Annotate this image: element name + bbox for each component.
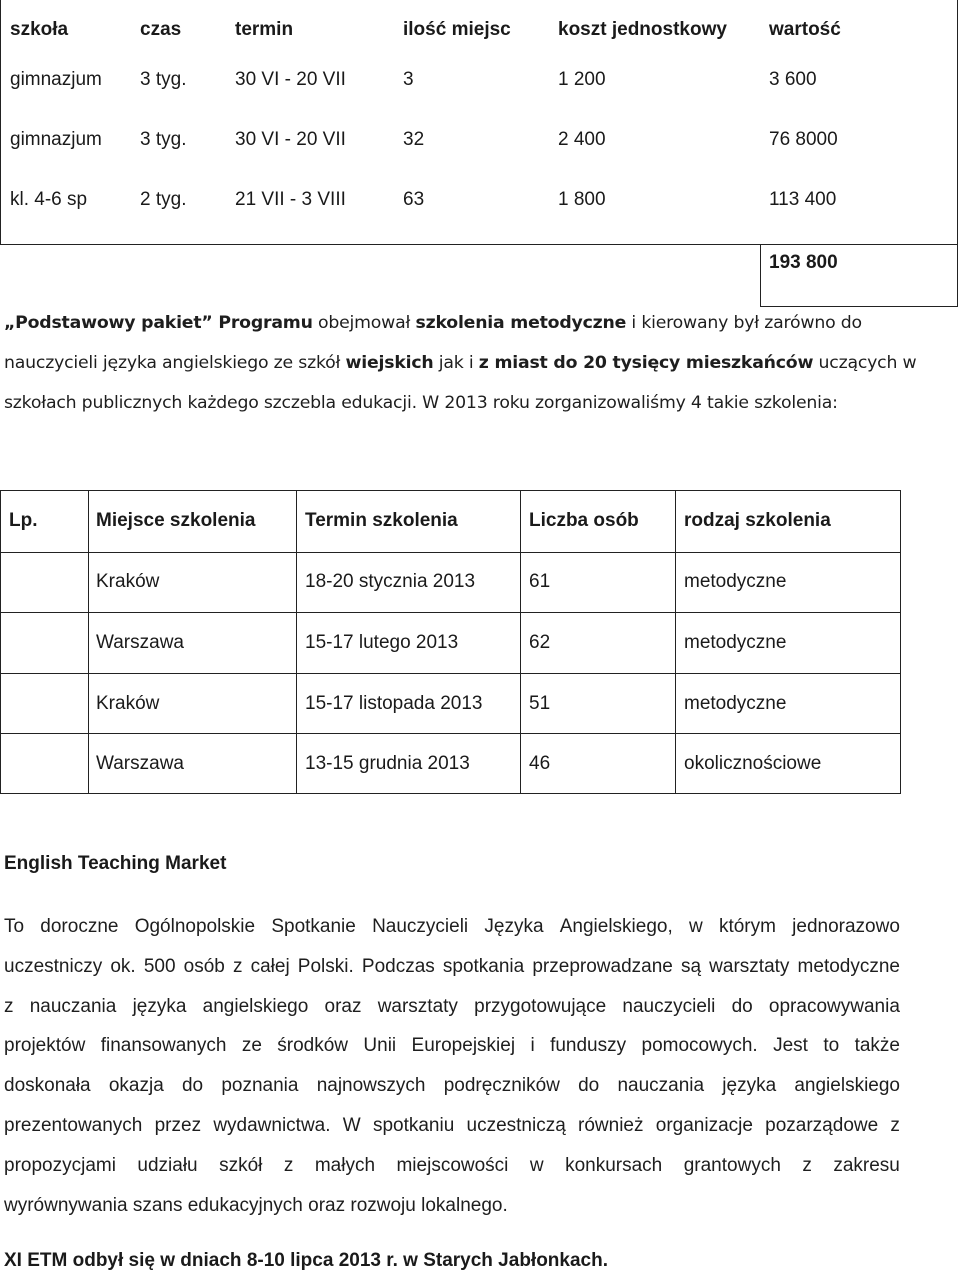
word: wydawnictwa. (213, 1114, 331, 1136)
word: Angielskiego, (559, 916, 673, 937)
etm-heading: English Teaching Market (4, 853, 227, 874)
cell-place: Kraków (96, 571, 160, 593)
cell-term: 30 VI - 20 VII (235, 69, 346, 90)
paragraph-line: wyrównywania szans edukacyjnych oraz rozwoju lokalnego. (4, 1194, 508, 1216)
header-lp: Lp. (9, 510, 38, 532)
word: Ogólnopolskie (134, 916, 256, 937)
paragraph-line (4, 1026, 900, 1066)
text-phrase: nauczycieli języka angielskiego ze szkół (4, 353, 346, 373)
table-row (1, 110, 957, 170)
word: z (890, 1114, 900, 1136)
word: konkursach (565, 1154, 663, 1176)
paragraph-line (4, 1146, 900, 1186)
table-row (1, 170, 957, 230)
word: języka (132, 995, 187, 1017)
cell-count: 51 (529, 692, 551, 714)
word: pozarządowe (765, 1114, 879, 1136)
bold-phrase: z miast do 20 tysięcy mieszkańców (478, 353, 814, 373)
cell-term: 30 VI - 20 VII (235, 129, 346, 150)
word: to (823, 1035, 840, 1057)
cell-date: 15-17 lutego 2013 (305, 631, 459, 653)
word: doroczne (40, 916, 119, 937)
header-duration: czas (140, 19, 182, 40)
paragraph-line (4, 1106, 900, 1146)
header-type: rodzaj szkolenia (684, 510, 831, 532)
table-row (1, 612, 900, 673)
cell-duration: 2 tyg. (140, 189, 187, 210)
word: grantowych (683, 1154, 781, 1176)
word: Unii (363, 1035, 397, 1057)
word: ok. (110, 955, 136, 977)
word: przez (154, 1114, 202, 1136)
word: którym (718, 916, 776, 937)
cell-date: 18-20 stycznia 2013 (305, 571, 476, 593)
table-row (1, 50, 957, 110)
cell-school: gimnazjum (10, 129, 102, 150)
word: w (688, 916, 703, 937)
word: małych (314, 1154, 376, 1176)
word: opracowywania (768, 995, 900, 1017)
paragraph-line (4, 987, 900, 1027)
bold-phrase: „Podstawowy pakiet” Programu (4, 313, 313, 333)
cell-place: Kraków (96, 692, 160, 714)
word: z (283, 1154, 294, 1176)
header-school: szkoła (10, 19, 69, 40)
cell-type: metodyczne (684, 571, 787, 593)
word: Europejskiej (411, 1035, 516, 1057)
paragraph-line: szkołach publicznych każdego szczebla edukacji. W 2013 roku zorganizowaliśmy 4 takie szkolenia: (4, 393, 838, 413)
total-value: 193 800 (769, 252, 838, 273)
word: uczestniczy (4, 955, 103, 977)
header-place: Miejsce szkolenia (96, 510, 256, 532)
word: Nauczycieli (372, 916, 469, 937)
cell-place: Warszawa (96, 631, 184, 653)
table-row (1, 673, 900, 734)
cell-places: 3 (403, 69, 414, 90)
word: nauczania (29, 995, 117, 1017)
text-phrase: i kierowany był zarówno do (626, 313, 862, 333)
word: projektów (4, 1035, 86, 1057)
paragraph-line (4, 1066, 900, 1106)
word: z (4, 995, 14, 1017)
word: przeprowadzane (532, 955, 673, 977)
word: spotkaniu (372, 1114, 455, 1136)
word: języka (722, 1075, 777, 1097)
cell-value: 3 600 (769, 69, 817, 90)
word: z (232, 955, 243, 977)
word: podręczników (443, 1075, 560, 1097)
word: całej (250, 955, 290, 977)
word: do (731, 995, 753, 1017)
word: nauczania (617, 1075, 705, 1097)
cell-duration: 3 tyg. (140, 69, 187, 90)
etm-description (4, 907, 900, 1225)
word: nauczycieli (622, 995, 716, 1017)
cell-count: 62 (529, 631, 551, 653)
word: miejscowości (396, 1154, 509, 1176)
paragraph-line (4, 343, 917, 383)
table-row (1, 552, 900, 613)
cell-value: 113 400 (769, 189, 837, 210)
etm-closing-note: XI ETM odbył się w dniach 8-10 lipca 2013 r. w Starych Jabłonkach. (4, 1250, 609, 1271)
word: prezentowanych (4, 1114, 143, 1136)
word: propozycjami (4, 1154, 116, 1176)
word: Polski. (297, 955, 354, 977)
word: udziału (137, 1154, 198, 1176)
cell-places: 32 (403, 129, 425, 150)
word: do (181, 1075, 204, 1097)
word: przygotowujące (474, 995, 607, 1017)
word: spotkania (442, 955, 525, 977)
cell-type: metodyczne (684, 692, 787, 714)
cell-date: 13-15 grudnia 2013 (305, 753, 470, 775)
word: doskonała (4, 1075, 91, 1097)
cell-term: 21 VII - 3 VIII (235, 189, 346, 210)
cell-school: kl. 4-6 sp (10, 189, 88, 210)
word: ze (241, 1035, 262, 1057)
word: są (680, 955, 702, 977)
text-phrase: jak i (433, 353, 479, 373)
cell-place: Warszawa (96, 753, 184, 775)
paragraph-line (4, 907, 900, 947)
paragraph-line (4, 947, 900, 987)
word: także (854, 1035, 900, 1057)
word: Spotkanie (271, 916, 356, 937)
cell-school: gimnazjum (10, 69, 102, 90)
word: również (578, 1114, 644, 1136)
word: środków (277, 1035, 349, 1057)
program-description (4, 303, 917, 423)
cell-unit-cost: 1 200 (558, 69, 606, 90)
cell-duration: 3 tyg. (140, 129, 187, 150)
word: organizacje (655, 1114, 753, 1136)
word: 500 (143, 955, 176, 977)
word: angielskiego (794, 1075, 900, 1097)
word: Podczas (361, 955, 435, 977)
word: Języka (484, 916, 544, 937)
bold-phrase: wiejskich (345, 353, 434, 373)
word: angielskiego (202, 995, 309, 1017)
cell-unit-cost: 1 800 (558, 189, 606, 210)
word: metodyczne (797, 955, 900, 977)
word: poznania (221, 1075, 299, 1097)
word: do (578, 1075, 600, 1097)
header-unit-cost: koszt jednostkowy (558, 19, 727, 40)
word: W (342, 1114, 361, 1136)
word: finansowanych (100, 1035, 227, 1057)
cell-type: metodyczne (684, 631, 787, 653)
word: szkół (219, 1154, 263, 1176)
word: jednorazowo (792, 916, 900, 937)
cell-value: 76 8000 (769, 129, 838, 150)
word: pomocowych. (641, 1035, 758, 1057)
text-phrase: uczących w (813, 353, 917, 373)
cell-date: 15-17 listopada 2013 (305, 692, 483, 714)
word: warsztaty (709, 955, 790, 977)
cell-places: 63 (403, 189, 425, 210)
training-table-header (1, 491, 900, 552)
training-table (0, 490, 901, 794)
word: i (530, 1035, 535, 1057)
word: warsztaty (377, 995, 458, 1017)
header-count: Liczba osób (529, 510, 639, 532)
table-row (1, 733, 900, 794)
word: okazja (108, 1075, 164, 1097)
word: To (4, 916, 25, 937)
word: funduszy (550, 1035, 627, 1057)
cost-table (0, 0, 958, 245)
cell-count: 46 (529, 753, 551, 775)
text-phrase: obejmował (312, 313, 416, 333)
word: Jest (773, 1035, 808, 1057)
word: oraz (324, 995, 362, 1017)
cell-count: 61 (529, 571, 551, 593)
word: uczestniczą (466, 1114, 566, 1136)
header-places: ilość miejsc (403, 19, 511, 40)
word: z (802, 1154, 812, 1176)
word: najnowszych (316, 1075, 426, 1097)
header-value: wartość (769, 19, 841, 40)
header-date: Termin szkolenia (305, 510, 458, 532)
cell-type: okolicznościowe (684, 753, 822, 775)
header-term: termin (235, 19, 294, 40)
word: zakresu (833, 1154, 900, 1176)
total-cell (760, 244, 958, 307)
word: osób (183, 955, 225, 977)
bold-phrase: szkolenia metodyczne (415, 313, 627, 333)
cell-unit-cost: 2 400 (558, 129, 606, 150)
word: w (529, 1154, 544, 1176)
paragraph-line (4, 303, 902, 343)
